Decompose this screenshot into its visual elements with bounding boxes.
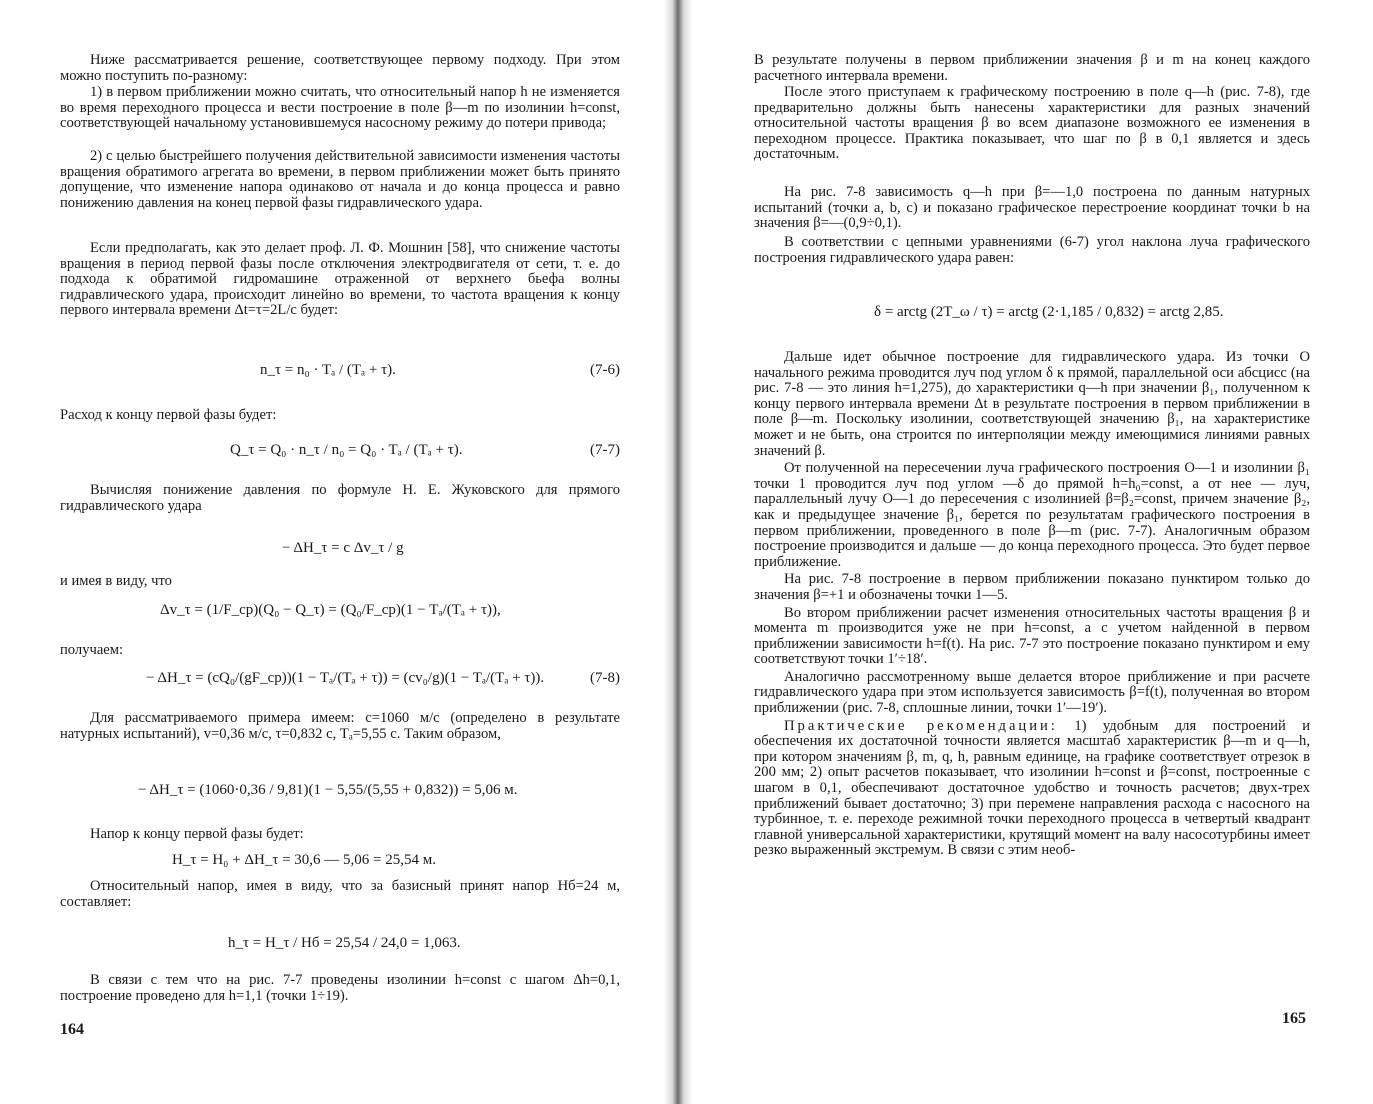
paragraph: В связи с тем что на рис. 7-7 проведены изолинии h=const с шагом Δh=0,1, построение проведено для h=1,1 (точки 1÷19). (60, 972, 620, 1004)
page-number: 165 (1282, 1010, 1306, 1027)
paragraph: Расход к концу первой фазы будет: (60, 407, 277, 423)
paragraph: На рис. 7-8 зависимость q—h при β=—1,0 построена по данным натурных испытаний (точки a, b, c) и показано графическое перестроение координат точки b на значения β=—(0,9÷0,1). (754, 184, 1310, 232)
equation-expression: n_τ = n₀ · Tₐ / (Tₐ + τ). (260, 362, 396, 378)
paragraph: Аналогично рассмотренному выше делается второе приближение и при расчете гидравлического удара при этом используется зависимость β=f(t), полученная во втором приближении (рис. 7-8, сплошные линии, точки 1′—19′). (754, 668, 1310, 717)
equation-expression: − ΔH_τ = (1060·0,36 / 9,81)(1 − 5,55/(5,55 + 0,832)) = 5,06 м. (138, 782, 518, 798)
equation-expression: δ = arctg (2T_ω / τ) = arctg (2·1,185 / 0,832) = arctg 2,85. (874, 304, 1224, 320)
equation-expression: − ΔH_τ = c Δv_τ / g (282, 540, 404, 556)
equation-expression: Δv_τ = (1/F_ср)(Q₀ − Q_τ) = (Q₀/F_ср)(1 − Tₐ/(Tₐ + τ)), (160, 602, 501, 618)
equation-expression: Q_τ = Q₀ · n_τ / n₀ = Q₀ · Tₐ / (Tₐ + τ). (230, 442, 463, 458)
paragraph-text: 1) удобным для построений и обеспечения их достаточной точности является масштаб характеристик β—m и q—h, при котором значениям β, m, q, h, равным единице, на графике соответствует отрезок в 200 мм; 2) опыт расчетов показывает, что изолинии h=const и β=const, построенные с шагом в 0,1, обеспечивают достаточное удобство и точность расчетов; двух-трех приближений бывает достаточно; 3) при перемене направления расхода с насосного на турбинное, т. е. переходе режимной точки переходного процесса в четвертый квадрант главной универсальной характеристики, крутящий момент на валу насосотурбины имеет резко выраженный экстремум. В связи с этим необ- (754, 717, 1311, 859)
paragraph: Дальше идет обычное построение для гидравлического удара. Из точки O начального режима проводится луч под углом δ к прямой, параллельной оси абсцисс (на рис. 7-8 — это линия h=1,275), до характеристики q—h при значении β₁, полученном к концу первого интервала времени Δt в результате построения в первом приближении в поле β—m. Поскольку изолинии, соответствующей значению β₁, на характеристике может и не быть, она строится по интерполяции между имеющимися линиями равных значений β. (754, 349, 1310, 459)
paragraph: Напор к концу первой фазы будет: (90, 826, 304, 842)
equation-number: (7-6) (590, 362, 620, 378)
paragraph: и имея в виду, что (60, 573, 172, 589)
paragraph: После этого приступаем к графическому построению в поле q—h (рис. 7-8), где предварительно должны быть нанесены характеристики для разных значений относительной частоты вращения β во всем диапазоне возможного ее изменения в переходном процессе. Практика показывает, что шаг по β в 0,1 является и здесь достаточным. (754, 84, 1310, 163)
equation-expression: − ΔH_τ = (cQ₀/(gF_ср))(1 − Tₐ/(Tₐ + τ)) = (cv₀/g)(1 − Tₐ/(Tₐ + τ)). (146, 670, 545, 686)
paragraph: Во втором приближении расчет изменения относительных частоты вращения β и момента m производится уже не при h=const, а с учетом найденной в первом приближении зависимости h=f(t). На рис. 7-7 это построение показано пунктиром и ему соответствуют точки 1′÷18′. (754, 604, 1310, 668)
paragraph: 1) в первом приближении можно считать, что относительный напор h не изменяется во время переходного процесса и вести построение в поле β—m по изолинии h=const, соответствующей начальному установившемуся насосному режиму до потери привода; (60, 84, 620, 132)
emphasis-lead: Практические рекомендации: (784, 717, 1058, 734)
paragraph: В результате получены в первом приближении значения β и m на конец каждого расчетного интервала времени. (754, 52, 1310, 84)
equation-expression: h_τ = H_τ / Hб = 25,54 / 24,0 = 1,063. (228, 935, 461, 951)
paragraph: Вычисляя понижение давления по формуле Н. Е. Жуковского для прямого гидравлического удара (60, 482, 620, 514)
equation-expression: H_τ = H₀ + ΔH_τ = 30,6 — 5,06 = 25,54 м. (172, 852, 437, 868)
book-gutter (664, 0, 692, 1104)
right-page (690, 0, 1373, 1104)
page-number: 164 (60, 1021, 84, 1038)
paragraph: 2) с целью быстрейшего получения действительной зависимости изменения частоты вращения обратимого агрегата во времени, в первом приближении может быть принято допущение, что изменение напора одинаково от начала и до конца процесса и равно понижению давления на конец первой фазы гидравлического удара. (60, 148, 620, 211)
paragraph: Ниже рассматривается решение, соответствующее первому подходу. При этом можно поступить по-разному: (60, 52, 620, 84)
equation-number: (7-8) (590, 670, 620, 686)
paragraph (754, 719, 1310, 859)
paragraph: Для рассматриваемого примера имеем: c=1060 м/с (определено в результате натурных испытаний), v=0,36 м/с, τ=0,832 с, Tₐ=5,55 с. Таким образом, (60, 710, 620, 742)
equation-number: (7-7) (590, 442, 620, 458)
paragraph: В соответствии с цепными уравнениями (6-7) угол наклона луча графического построения гидравлического удара равен: (754, 234, 1310, 266)
paragraph: Относительный напор, имея в виду, что за базисный принят напор Hб=24 м, составляет: (60, 878, 620, 910)
paragraph: Если предполагать, как это делает проф. Л. Ф. Мошнин [58], что снижение частоты вращения в период первой фазы после отключения электродвигателя от сети, т. е. до подхода к обратимой гидромашине отраженной от верхнего бьефа волны гидравлического удара, происходит линейно во времени, то частота вращения к концу первого интервала времени Δt=τ=2L/c будет: (60, 240, 620, 319)
paragraph-block (754, 350, 1310, 859)
left-page (0, 0, 668, 1104)
paragraph: получаем: (60, 642, 124, 658)
paragraph: На рис. 7-8 построение в первом приближении показано пунктиром только до значения β=+1 и обозначены точки 1—5. (754, 571, 1310, 603)
paragraph: От полученной на пересечении луча графического построения O—1 и изолинии β₁ точки 1 проводится луч под углом —δ до прямой h=h₀=const, а от нее — луч, параллельный лучу O—1 до пересечения с изолинией β=β₂=const, причем значение β₂, как и предыдущее значение β₁, берется по результатам графического построения в первом приближении, проведенного в поле β—m (рис. 7-7). Аналогичным образом построение производится и дальше — до конца переходного процесса. Это будет первое приближение. (754, 460, 1310, 570)
